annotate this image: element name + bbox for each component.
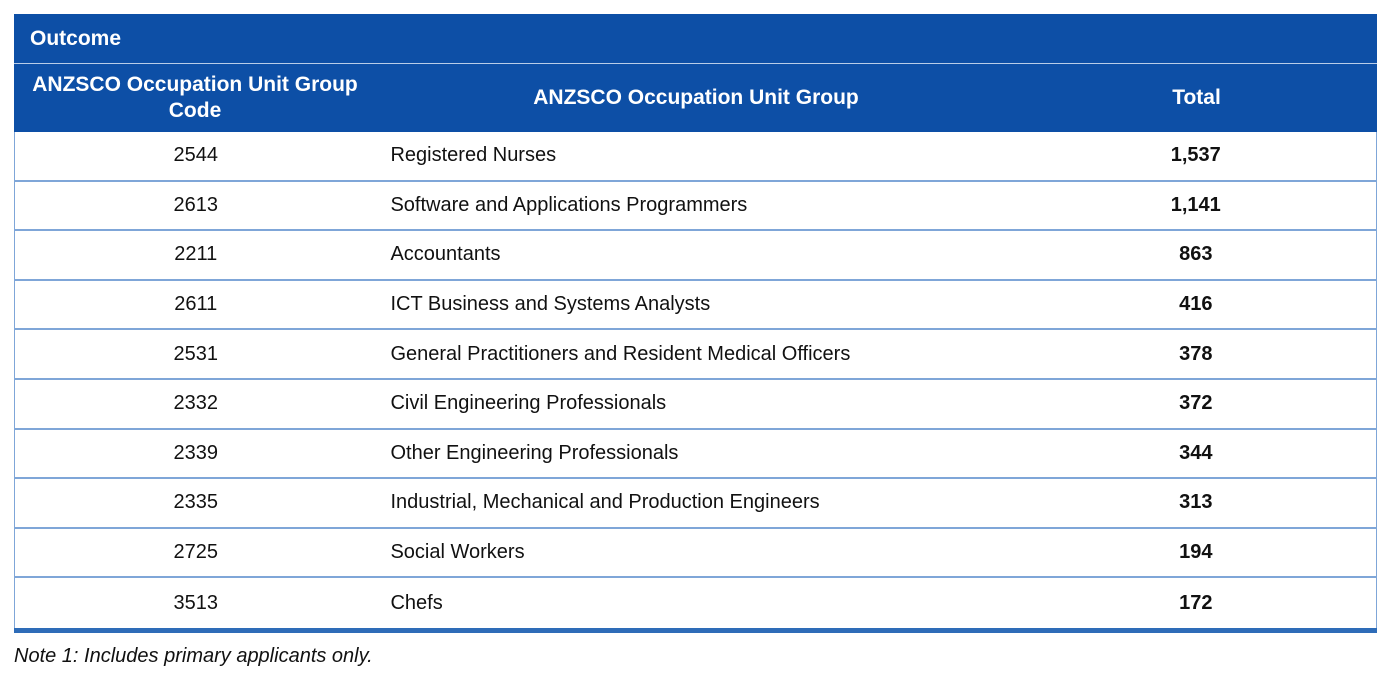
cell-code: 2613 — [173, 193, 218, 216]
cell-code: 2332 — [173, 392, 218, 415]
cell-code: 2335 — [173, 491, 218, 514]
cell-code: 2544 — [173, 144, 218, 167]
cell-code: 2531 — [173, 342, 218, 365]
cell-group: Software and Applications Programmers — [390, 193, 748, 216]
cell-code: 2211 — [174, 243, 218, 266]
table-row — [15, 380, 1376, 430]
table-row — [15, 479, 1376, 529]
cell-total: 1,141 — [1170, 193, 1221, 216]
cell-code: 2725 — [173, 541, 218, 564]
cell-group: Other Engineering Professionals — [390, 441, 679, 464]
table-row — [15, 132, 1376, 182]
header-group: ANZSCO Occupation Unit Group — [533, 86, 859, 109]
cell-group: Civil Engineering Professionals — [390, 392, 667, 415]
cell-total: 344 — [1179, 441, 1213, 464]
cell-total: 378 — [1179, 342, 1213, 365]
table-row — [15, 578, 1376, 628]
cell-code: 3513 — [173, 591, 218, 614]
cell-total: 416 — [1179, 293, 1213, 316]
table-row — [15, 182, 1376, 232]
cell-group: Chefs — [390, 591, 443, 614]
cell-group: General Practitioners and Resident Medical Officers — [390, 342, 851, 365]
cell-code: 2611 — [174, 293, 218, 316]
cell-group: Social Workers — [390, 541, 525, 564]
cell-total: 372 — [1179, 392, 1213, 415]
table-row — [15, 330, 1376, 380]
table-row — [15, 529, 1376, 579]
header-code: ANZSCO Occupation Unit Group Code — [32, 73, 358, 122]
cell-group: ICT Business and Systems Analysts — [390, 293, 711, 316]
table-row — [15, 281, 1376, 331]
column-header-row — [14, 64, 1377, 132]
cell-group: Accountants — [390, 243, 501, 266]
table-body — [14, 132, 1377, 628]
cell-group: Industrial, Mechanical and Production Engineers — [390, 491, 820, 514]
outcome-table — [14, 14, 1377, 633]
header-total: Total — [1172, 86, 1221, 109]
cell-code: 2339 — [173, 441, 218, 464]
cell-total: 1,537 — [1170, 144, 1221, 167]
cell-group: Registered Nurses — [390, 144, 557, 167]
cell-total: 863 — [1179, 243, 1213, 266]
table-title: Outcome — [14, 14, 1377, 64]
table-row — [15, 430, 1376, 480]
cell-total: 313 — [1179, 491, 1213, 514]
cell-total: 172 — [1179, 591, 1213, 614]
cell-total: 194 — [1179, 541, 1213, 564]
table-note: Note 1: Includes primary applicants only. — [14, 645, 373, 667]
table-row — [15, 231, 1376, 281]
